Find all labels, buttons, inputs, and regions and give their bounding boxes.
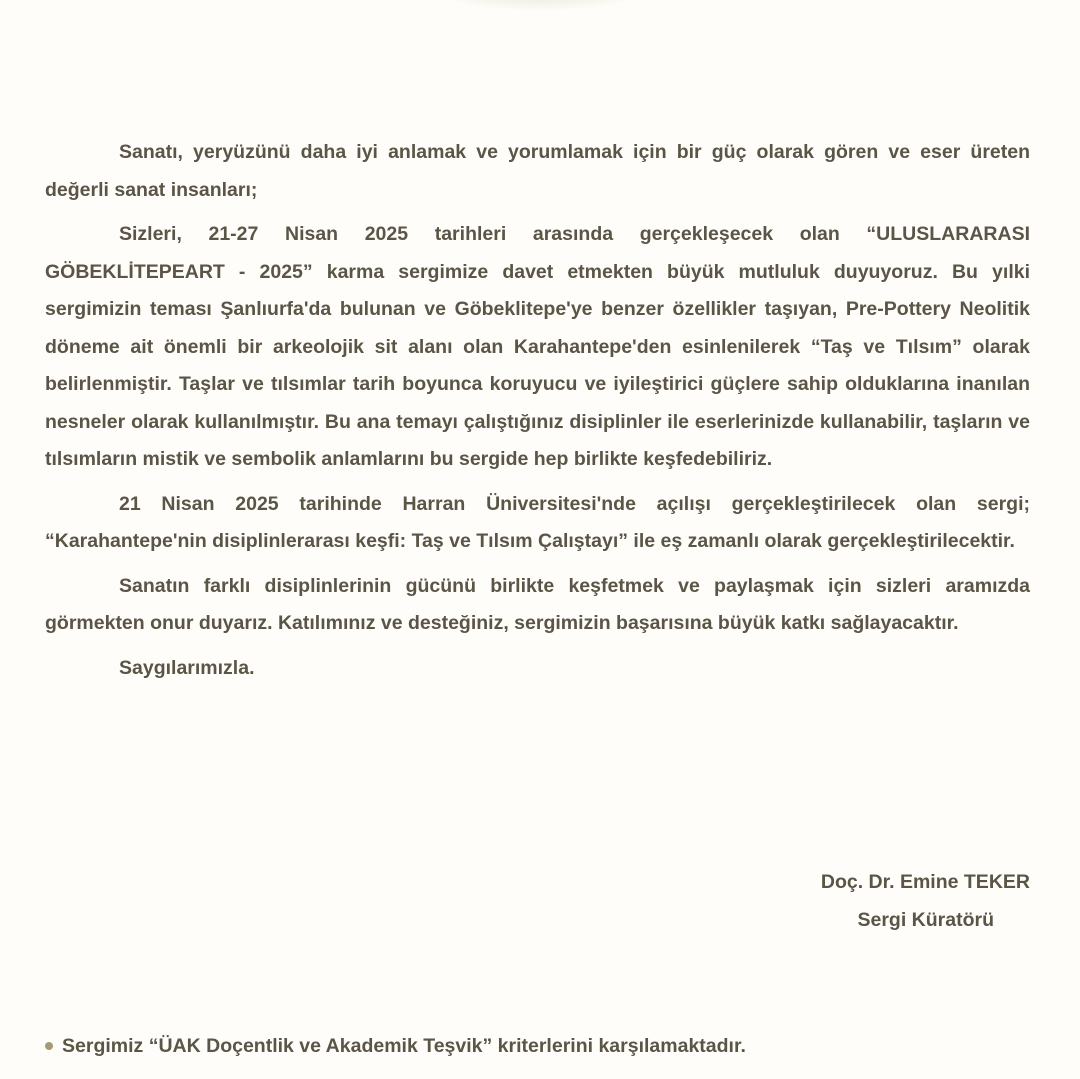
paragraph-greeting: Sanatı, yeryüzünü daha iyi anlamak ve yorumlamak için bir güç olarak gören ve eser üreten değerli sanat insanları;: [45, 141, 1030, 201]
paragraph-opening: 21 Nisan 2025 tarihinde Harran Üniversitesi'nde açılışı gerçekleştirilecek olan sergi; “Karahantepe'nin disiplinlerarası keşfi: Taş ve Tılsım Çalıştayı” ile eş zamanlı olarak gerçekleştirilecektir.: [45, 492, 1030, 552]
letter-body: [45, 134, 1030, 694]
top-decoration: [440, 0, 640, 10]
footnote: [45, 1028, 746, 1064]
footnote-text: Sergimiz “ÜAK Doçentlik ve Akademik Teşvik” kriterlerini karşılamaktadır.: [62, 1035, 746, 1057]
paragraph-participation: Sanatın farklı disiplinlerinin gücünü birlikte keşfetmek ve paylaşmak için sizleri aramızda görmekten onur duyarız. Katılımınız ve desteğiniz, sergimizin başarısına büyük katkı sağlayacaktır.: [45, 574, 1030, 634]
signature-block: [821, 863, 1030, 939]
paragraph-invitation: Sizleri, 21-27 Nisan 2025 tarihleri arasında gerçekleşecek olan “ULUSLARARASI GÖBEKLİTEPEART - 2025” karma sergimize davet etmekten büyük mutluluk duyuyoruz. Bu yılki sergimizin teması Şanlıurfa'da bulunan ve Göbeklitepe'ye benzer özellikler taşıyan, Pre-Pottery Neolitik döneme ait önemli bir arkeolojik sit alanı olan Karahantepe'den esinlenilerek “Taş ve Tılsım” olarak belirlenmiştir. Taşlar ve tılsımlar tarih boyunca koruyucu ve iyileştirici güçlere sahip olduklarına inanılan nesneler olarak kullanılmıştır. Bu ana temayı çalıştığınız disiplinler ile eserlerinizde kullanabilir, taşların ve tılsımların mistik ve sembolik anlamlarını bu sergide hep birlikte keşfedebiliriz.: [45, 223, 1030, 470]
bullet-icon: [45, 1042, 53, 1050]
signature-role: Sergi Küratörü: [857, 909, 994, 931]
closing-salutation: Saygılarımızla.: [119, 656, 255, 679]
signature-name: Doç. Dr. Emine TEKER: [820, 871, 1030, 893]
